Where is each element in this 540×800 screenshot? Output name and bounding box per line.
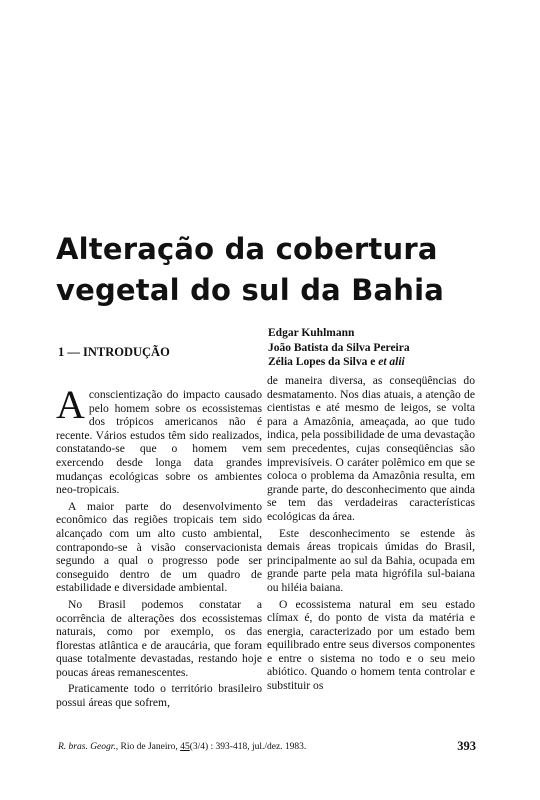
title-line-1: Alteração da cobertura bbox=[56, 232, 438, 266]
author-et-alii: et alii bbox=[378, 356, 405, 368]
paragraph-1 bbox=[56, 382, 262, 497]
article-title bbox=[56, 229, 496, 311]
paragraph-3: No Brasil podemos constatar a ocorrência de alterações dos ecossistemas naturais, como por exemplo, os das florestas atlântica e de araucária, que foram quase totalmente devastadas, restando hoje poucas áreas remanescentes. bbox=[56, 597, 262, 679]
publication-place: Rio de Janeiro, bbox=[120, 742, 178, 752]
author-3-name: Zélia Lopes da Silva e bbox=[268, 356, 376, 368]
paragraph-4: Praticamente todo o território brasileiro possui áreas que sofrem, bbox=[56, 682, 262, 710]
drop-cap: A bbox=[56, 382, 85, 427]
author-2: João Batista da Silva Pereira bbox=[268, 341, 410, 354]
citation-footer bbox=[58, 742, 476, 752]
paragraph-7: O ecossistema natural em seu estado clímax é, do ponto de vista da matéria e energia, caracterizado por um estado bem equilibrado entre seus diversos componentes e entre o sistema no todo e o seu meio abiótico. Quando o homem tenta controlar e substituir os bbox=[267, 597, 475, 693]
volume-number: 45 bbox=[180, 742, 190, 752]
author-1: Edgar Kuhlmann bbox=[268, 327, 355, 339]
paragraph-2: A maior parte do desenvolvimento econômico das regiões tropicais tem sido alcançado com um alto custo ambiental, contrapondo-se à visão conservacionista segundo a qual o progresso pode ser conseguido dentro de um quadro de estabilidade e diversidade ambiental. bbox=[56, 499, 262, 595]
author-3 bbox=[268, 355, 410, 370]
text-column-right bbox=[267, 374, 475, 696]
section-heading: 1 — INTRODUÇÃO bbox=[58, 345, 170, 359]
text-column-left bbox=[56, 382, 262, 713]
author-list bbox=[268, 326, 410, 370]
paragraph-6: Este desconhecimento se estende às demais áreas tropicais úmidas do Brasil, principalmente ao sul da Bahia, ocupada em grande parte pela mata higrófila sul-baiana ou hiléia baiana. bbox=[267, 526, 475, 594]
page-number: 393 bbox=[457, 739, 476, 753]
paragraph-1-text: conscientização do impacto causado pelo homem sobre os ecossistemas dos trópicos americanos não é recente. Vários estudos têm sido realizados, constatando-se que o homem vem exercendo desde longa data grandes mudanças ecológicas sobre os ambientes neo-tropicais. bbox=[56, 388, 262, 497]
issue-pages: (3/4) : 393-418, jul./dez. 1983. bbox=[189, 742, 307, 752]
paragraph-5: de maneira diversa, as conseqüências do desmatamento. Nos dias atuais, a atenção de cientistas e até mesmo de leigos, se volta para a Amazônia, ameaçada, ao que tudo indica, pela possibilidade de uma devastação sem precedentes, cujas conseqüências são imprevisíveis. O caráter polêmico em que se coloca o problema da Amazônia resulta, em grande parte, do desconhecimento que ainda se tem das verdadeiras características ecológicas da área. bbox=[267, 374, 475, 523]
journal-name: R. bras. Geogr., bbox=[58, 742, 119, 752]
title-line-2: vegetal do sul da Bahia bbox=[56, 273, 445, 307]
